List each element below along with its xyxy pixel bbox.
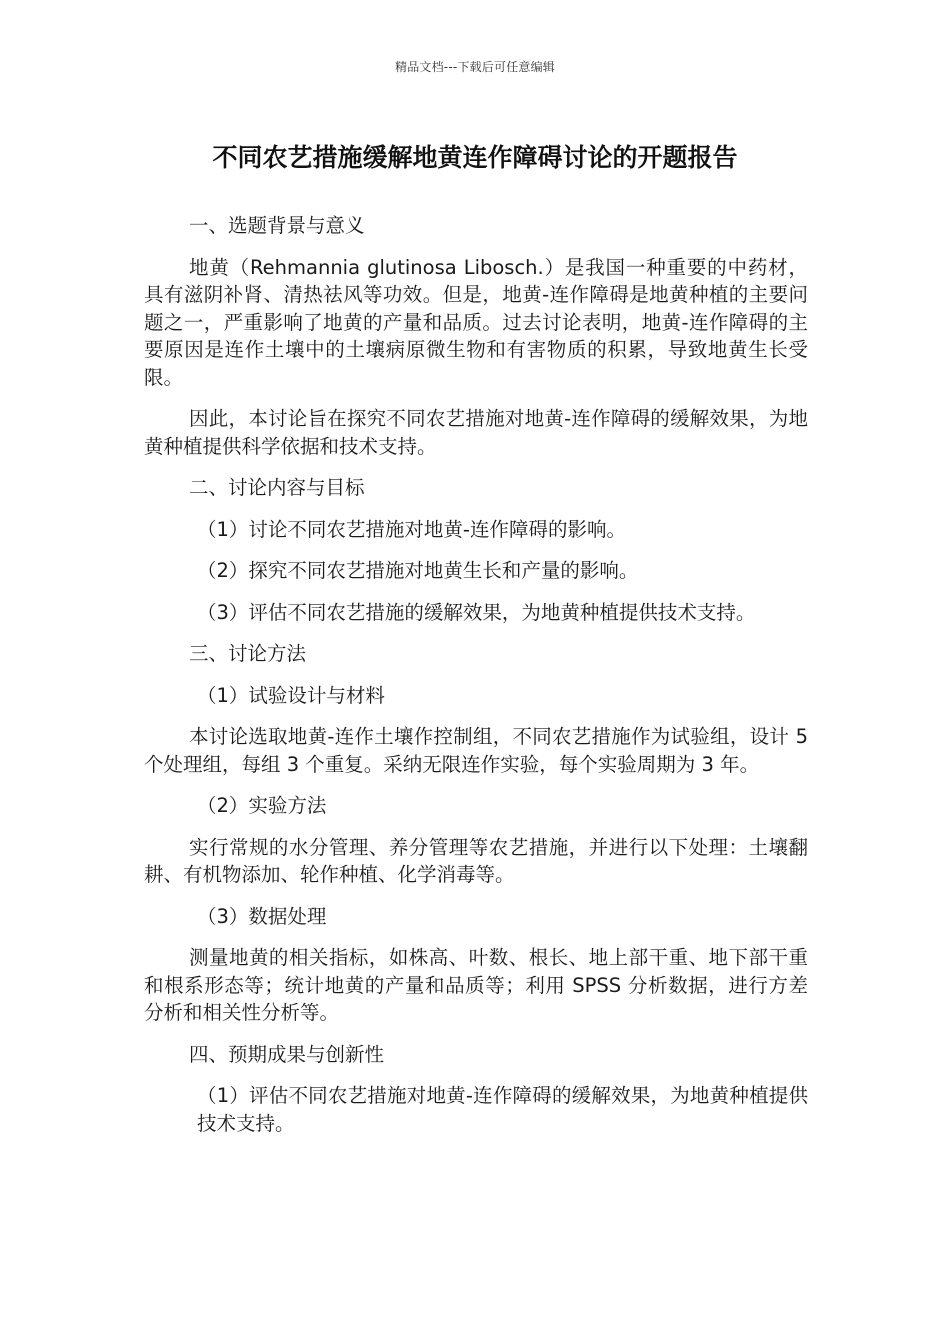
document-title: 不同农艺措施缓解地黄连作障碍讨论的开题报告	[212, 143, 738, 172]
paragraph-expected-results-1: （1）评估不同农艺措施对地黄-连作障碍的缓解效果，为地黄种植提供技术支持。	[197, 1084, 808, 1135]
list-item-goal-2: （2）探究不同农艺措施对地黄生长和产量的影响。	[197, 559, 639, 582]
list-item-goal-1: （1）讨论不同农艺措施对地黄-连作障碍的影响。	[197, 517, 626, 541]
header-note: 精品文档---下载后可任意编辑	[395, 60, 555, 74]
section-heading-expected-results: 四、预期成果与创新性	[189, 1042, 385, 1066]
paragraph-background-2: 因此，本讨论旨在探究不同农艺措施对地黄-连作障碍的缓解效果，为地黄种植提供科学依据和技术支持。	[144, 407, 808, 458]
list-item-goal-3: （3）评估不同农艺措施的缓解效果，为地黄种植提供技术支持。	[197, 600, 756, 624]
subheading-design-materials: （1）试验设计与材料	[197, 683, 385, 707]
subheading-data-processing: （3）数据处理	[197, 904, 327, 928]
paragraph-background-1: 地黄（Rehmannia glutinosa Libosch.）是我国一种重要的中药材，具有滋阴补肾、清热祛风等功效。但是，地黄-连作障碍是地黄种植的主要问题之一，严重影响了地黄的产量和品质。过去讨论表明，地黄-连作障碍的主要原因是连作土壤中的土壤病原微生物和有害物质的积累，导致地黄生长受限。	[144, 255, 808, 389]
section-heading-content-goals: 二、讨论内容与目标	[189, 476, 365, 499]
section-heading-background: 一、选题背景与意义	[189, 214, 365, 237]
subheading-experiment-methods: （2）实验方法	[197, 794, 327, 817]
paragraph-data-processing: 测量地黄的相关指标，如株高、叶数、根长、地上部干重、地下部干重和根系形态等；统计地黄的产量和品质等；利用 SPSS 分析数据，进行方差分析和相关性分析等。	[144, 946, 808, 1024]
paragraph-experiment: 实行常规的水分管理、养分管理等农艺措施，并进行以下处理：土壤翻耕、有机物添加、轮作种植、化学消毒等。	[144, 835, 808, 886]
document-body	[144, 212, 808, 1151]
section-heading-methods: 三、讨论方法	[189, 642, 307, 665]
paragraph-design: 本讨论选取地黄-连作土壤作控制组，不同农艺措施作为试验组，设计 5 个处理组，每组 3 个重复。采纳无限连作实验，每个实验周期为 3 年。	[144, 725, 808, 776]
